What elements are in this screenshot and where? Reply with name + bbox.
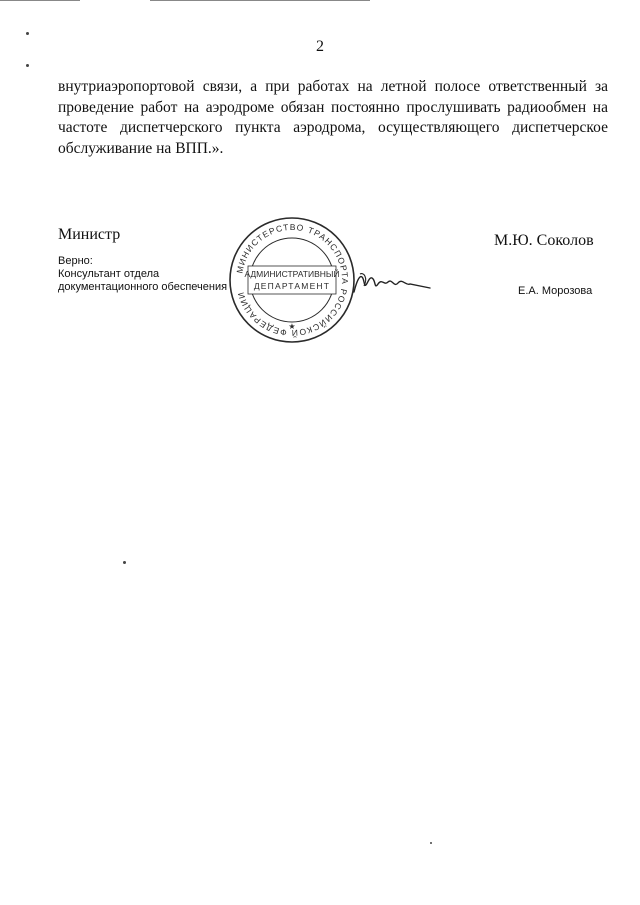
official-stamp — [228, 216, 356, 344]
scan-edge-line — [0, 0, 80, 1]
stamp-line-2: ДЕПАРТАМЕНТ — [253, 281, 331, 291]
scan-speck — [26, 32, 29, 35]
scan-speck — [26, 64, 29, 67]
scan-edge-line — [150, 0, 370, 1]
minister-name: М.Ю. Соколов — [494, 232, 594, 249]
certified-label: Верно: — [58, 255, 93, 267]
scan-speck — [123, 561, 126, 564]
certifier-position: Консультант отдела документационного обеспечения — [58, 268, 228, 293]
stamp-line-1: АДМИНИСТРАТИВНЫЙ — [244, 269, 340, 279]
page-number: 2 — [316, 38, 324, 55]
certifier-name: Е.А. Морозова — [518, 285, 593, 297]
handwritten-signature — [352, 268, 432, 298]
scan-speck — [430, 842, 432, 844]
minister-title: Министр — [58, 226, 121, 243]
stamp-ring-text: МИНИСТЕРСТВО ТРАНСПОРТА РОССИЙСКОЙ ФЕДЕРАЦИИ — [234, 221, 351, 339]
stamp-star-icon: ★ — [288, 322, 296, 331]
body-paragraph: внутриаэропортовой связи, а при работах на летной полосе ответственный за проведение работ на аэродроме обязан постоянно прослушивать радиообмен на частоте диспетчерского пункта аэродрома, осуществляющего диспетчерское обслуживание на ВПП.». — [58, 78, 608, 157]
